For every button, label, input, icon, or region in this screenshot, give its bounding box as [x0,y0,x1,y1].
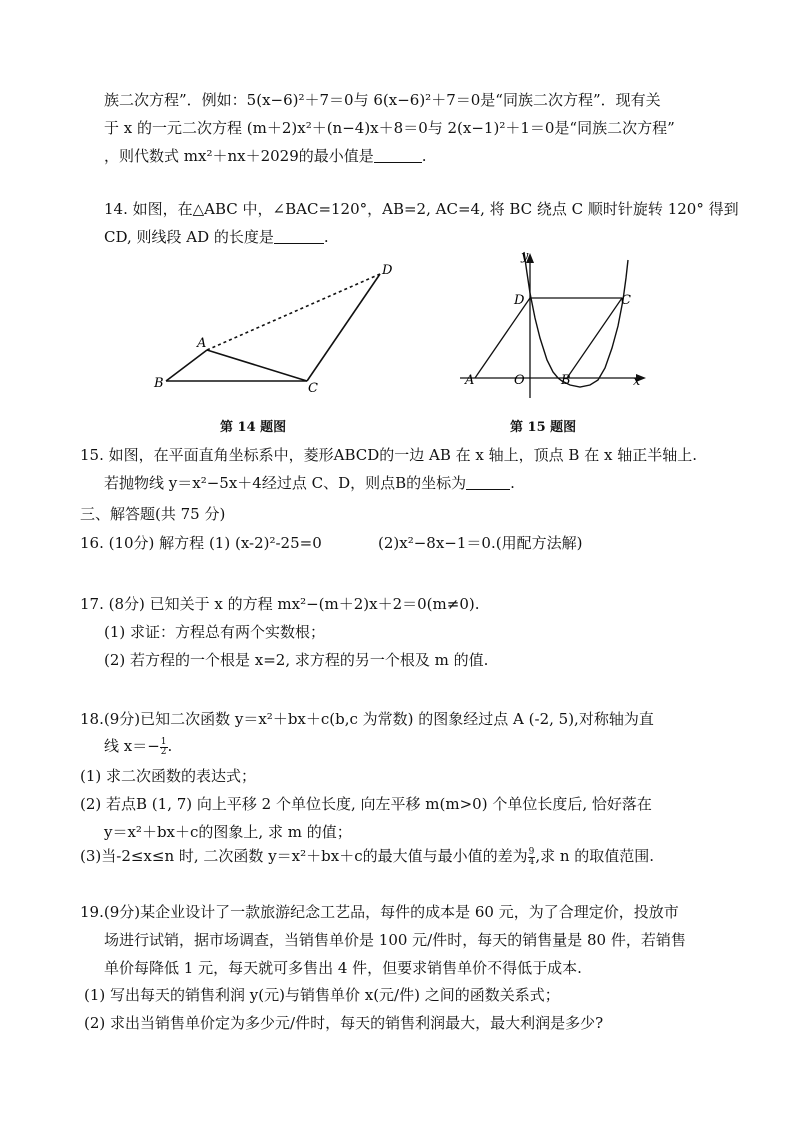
fraction-denominator: 4 [528,857,535,867]
p18-part-3-end: ,求 n 的取值范围. [535,847,655,865]
p19-line-1: 19.(9分)某企业设计了一款旅游纪念工艺品，每件的成本是 60 元，为了合理定价，投放市 [80,903,679,921]
p13-period: . [421,147,427,165]
p16-part-1: 16. (10分) 解方程 (1) (x-2)²-25=0 [80,534,322,552]
fraction-numerator: 9 [528,847,535,857]
p17-line-1: 17. (8分) 已知关于 x 的方程 mx²−(m＋2)x＋2＝0(m≠0). [80,595,480,613]
figure-15-caption: 第 15 题图 [510,420,577,435]
p15-line-2 [104,473,515,493]
segment-ac [207,350,307,381]
rhombus-side-ad [475,298,530,378]
answer-blank-15[interactable] [466,475,510,490]
p15-text: 若抛物线 y＝x²−5x＋4经过点 C、D，则点B的坐标为 [104,474,467,492]
p19-line-3: 单价每降低 1 元，每天就可多售出 4 件，但要求销售单价不得低于成本. [104,959,582,977]
label-d-15: D [514,293,525,308]
p13-line-3 [104,146,427,166]
label-b: B [154,376,164,391]
label-d: D [382,263,393,278]
p18-part-3-text: (3)当-2≤x≤n 时, 二次函数 y＝x²＋bx＋c的最大值与最小值的差为 [80,847,528,865]
p17-line-2: (1) 求证：方程总有两个实数根； [104,623,326,641]
label-c-15: C [621,293,631,308]
label-x: x [633,374,641,389]
label-c: C [308,381,318,396]
p13-line-1: 族二次方程”．例如：5(x−6)²＋7＝0与 6(x−6)²＋7＝0是“同族二次方程”．现有关 [104,91,661,109]
fraction-one-half [160,738,168,757]
p15-line-1: 15. 如图，在平面直角坐标系中，菱形ABCD的一边 AB 在 x 轴上，顶点 B 在 x 轴正半轴上. [80,446,697,464]
segment-cd [307,274,380,381]
p18-line-1: 18.(9分)已知二次函数 y＝x²＋bx＋c(b,c 为常数) 的图象经过点 A (-2, 5),对称轴为直 [80,710,654,728]
p14-line-1: 14. 如图，在△ABC 中，∠BAC=120°，AB=2, AC=4, 将 BC 绕点 C 顺时针旋转 120° 得到 [104,200,739,218]
p18-line-2 [104,736,172,757]
p15-period: . [510,474,515,492]
p18-axis-period: . [167,737,173,755]
p14-line-2 [104,227,329,247]
p18-part-1: (1) 求二次函数的表达式； [80,767,257,785]
p17-line-3: (2) 若方程的一个根是 x=2, 求方程的另一个根及 m 的值. [104,651,489,669]
figure-14 [150,258,410,400]
rhombus-side-bc [567,298,622,378]
p19-part-1: (1) 写出每天的销售利润 y(元)与销售单价 x(元/件) 之间的函数关系式； [84,986,560,1004]
p19-part-2: (2) 求出当销售单价定为多少元/件时，每天的销售利润最大，最大利润是多少? [84,1014,604,1032]
segment-ab [166,350,207,381]
answer-blank-14[interactable] [274,229,324,244]
p19-line-2: 场进行试销，据市场调查，当销售单价是 100 元/件时，每天的销售量是 80 件，若销售 [104,931,686,949]
p14-period: . [323,228,329,246]
fraction-numerator: 1 [160,737,167,747]
label-a: A [197,336,207,351]
p13-text: ，则代数式 mx²＋nx＋2029的最小值是 [104,147,374,165]
answer-blank-13[interactable] [374,148,422,163]
label-b-15: B [561,373,571,388]
label-o: O [514,373,525,388]
fraction-denominator: 2 [160,747,167,757]
p18-part-2-cont: y＝x²＋bx＋c的图象上, 求 m 的值； [104,823,352,841]
p18-part-2: (2) 若点B (1, 7) 向上平移 2 个单位长度, 向左平移 m(m>0) 个单位长度后, 恰好落在 [80,795,652,813]
label-a-15: A [465,373,475,388]
p14-text: CD, 则线段 AD 的长度是 [104,228,274,246]
p18-axis-text: 线 x＝− [104,737,160,755]
p18-part-3 [80,846,654,867]
parabola [524,252,628,387]
label-y: y [521,249,529,264]
p13-line-2: 于 x 的一元二次方程 (m＋2)x²＋(n−4)x＋8＝0与 2(x−1)²＋1＝0是“同族二次方程” [104,119,675,137]
figure-14-caption: 第 14 题图 [220,420,287,435]
p16-part-2: (2)x²−8x−1＝0.(用配方法解) [378,534,583,552]
figure-15 [450,248,660,403]
section-heading: 三、解答题(共 75 分) [80,505,226,523]
